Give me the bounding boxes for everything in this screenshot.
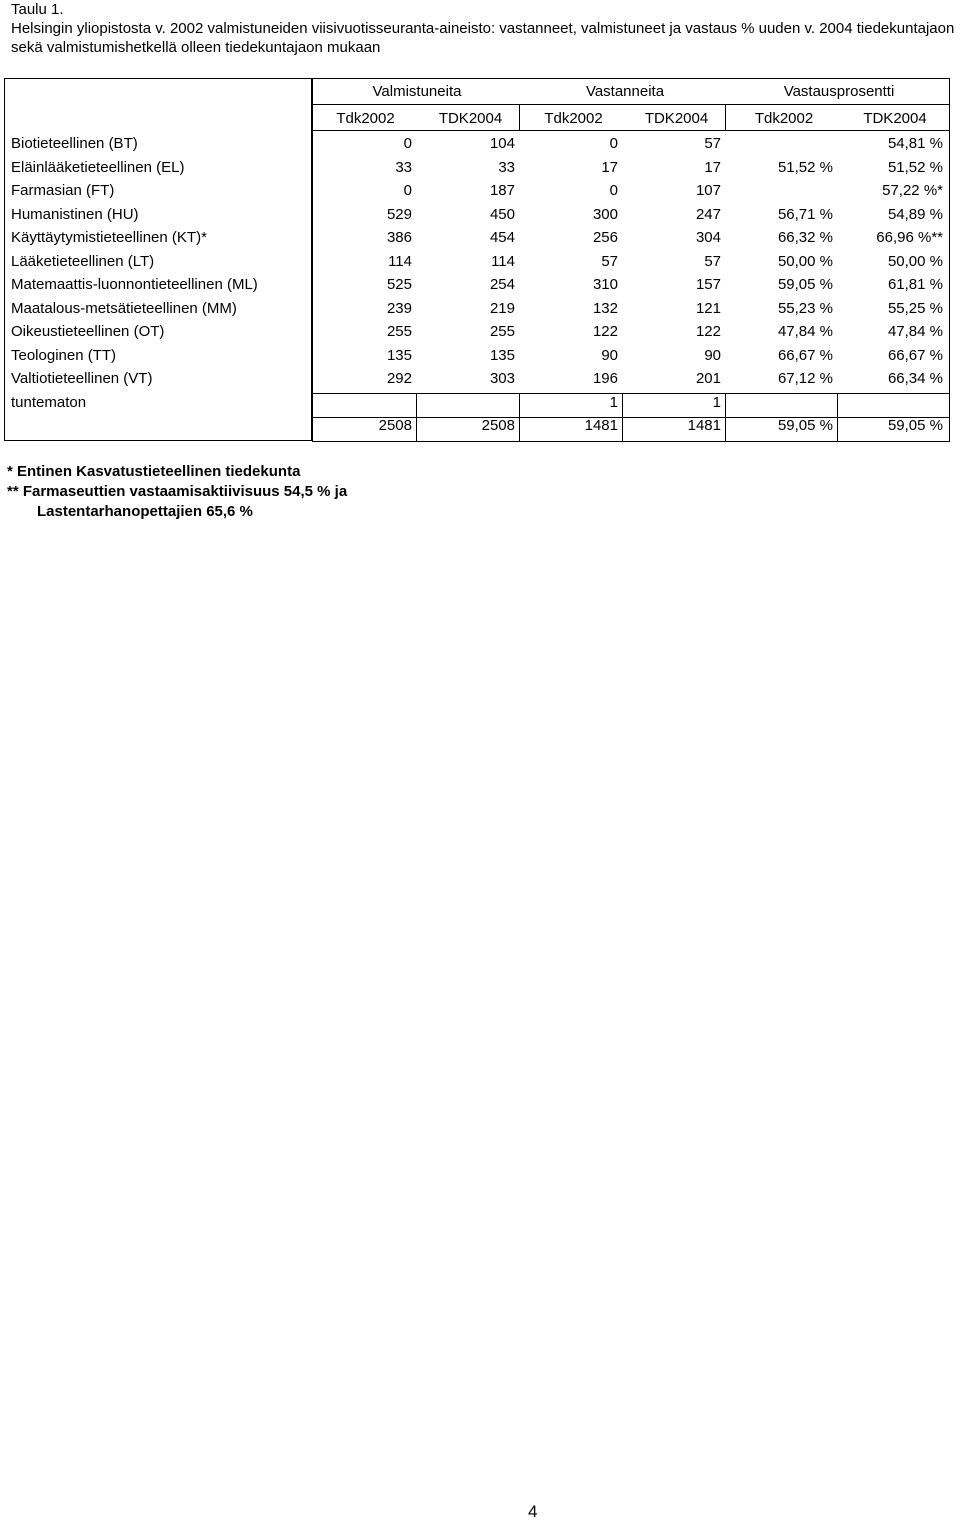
table-cell: 255 [386, 323, 412, 341]
table-cell: 132 [592, 299, 618, 317]
table-cell: 450 [489, 205, 515, 223]
table-row [4, 179, 950, 203]
faculty-label: Farmasian (FT) [11, 182, 115, 200]
table-row [4, 344, 950, 368]
table-row [4, 250, 950, 274]
sub-header: Tdk2002 [336, 110, 395, 127]
table-cell: 66,34 % [887, 370, 943, 388]
table-cell: 57 [704, 135, 721, 153]
table-cell: 66,32 % [777, 229, 833, 247]
group-header-row [4, 78, 950, 105]
caption-label: Taulu 1. [11, 1, 64, 18]
table-cell: 51,52 % [887, 158, 943, 176]
table-cell: 51,52 % [777, 158, 833, 176]
table-row [4, 320, 950, 344]
table-cell: 114 [388, 252, 412, 270]
table-cell: 66,96 %** [876, 229, 943, 247]
table-cell: 56,71 % [777, 205, 833, 223]
table-cell: 59,05 % [777, 276, 833, 294]
caption-text: Helsingin yliopistosta v. 2002 valmistuneiden viisivuotisseuranta-aineisto: vastanneet, valmistuneet ja vastaus % uuden v. 2004 tiedekuntajaon sekä valmistumishetkellä olleen tiedekuntajaon mukaan [11, 20, 955, 56]
divider [312, 441, 950, 442]
response-rate-table [4, 78, 950, 438]
table-row [4, 132, 950, 156]
table-cell: 54,81 % [887, 135, 943, 153]
table-row [4, 273, 950, 297]
table-row [4, 414, 950, 438]
footnote: ** Farmaseuttien vastaamisaktiivisuus 54,5 % ja [7, 483, 348, 500]
table-cell: 122 [695, 323, 721, 341]
faculty-label: tuntematon [11, 393, 87, 411]
table-cell: 33 [498, 158, 515, 176]
footnotes [7, 462, 347, 522]
table-cell: 300 [592, 205, 618, 223]
faculty-label: Maatalous-metsätieteellinen (MM) [11, 299, 237, 317]
table-cell: 1 [712, 393, 721, 411]
table-cell: 256 [592, 229, 618, 247]
table-cell: 135 [489, 346, 515, 364]
table-cell: 157 [695, 276, 721, 294]
table-cell: 33 [395, 158, 412, 176]
faculty-label: Humanistinen (HU) [11, 205, 139, 223]
table-row [4, 367, 950, 391]
table-cell: 59,05 % [887, 417, 943, 435]
table-cell: 57 [601, 252, 618, 270]
table-cell: 107 [695, 182, 721, 200]
sub-header: TDK2004 [863, 110, 927, 127]
table-cell: 304 [695, 229, 721, 247]
table-cell: 50,00 % [887, 252, 943, 270]
table-cell: 54,89 % [887, 205, 943, 223]
table-cell: 1481 [584, 417, 618, 435]
table-cell: 47,84 % [887, 323, 943, 341]
table-cell: 201 [695, 370, 721, 388]
table-cell: 0 [403, 135, 412, 153]
table-cell: 247 [695, 205, 721, 223]
sub-header-row [4, 105, 950, 132]
table-cell: 0 [609, 135, 618, 153]
faculty-label: Lääketieteellinen (LT) [11, 252, 155, 270]
table-cell: 219 [489, 299, 515, 317]
table-cell: 59,05 % [777, 417, 833, 435]
table-cell: 114 [491, 252, 515, 270]
faculty-label: Teologinen (TT) [11, 346, 117, 364]
table-cell: 525 [386, 276, 412, 294]
table-row [4, 297, 950, 321]
table-cell: 529 [386, 205, 412, 223]
table-cell [728, 132, 840, 156]
table-cell: 61,81 % [887, 276, 943, 294]
faculty-label: Oikeustieteellinen (OT) [11, 323, 165, 341]
table-row [4, 391, 950, 415]
table-cell: 386 [386, 229, 412, 247]
table-cell: 90 [601, 346, 618, 364]
sub-header: Tdk2002 [544, 110, 603, 127]
table-cell: 239 [386, 299, 412, 317]
table-cell: 67,12 % [777, 370, 833, 388]
table-cell: 17 [601, 158, 618, 176]
faculty-label: Käyttäytymistieteellinen (KT)* [11, 229, 207, 247]
table-cell: 55,25 % [887, 299, 943, 317]
table-row [4, 156, 950, 180]
table-cell: 135 [386, 346, 412, 364]
page-number: 4 [528, 1502, 538, 1521]
table-cell [728, 179, 840, 203]
table-cell: 57 [704, 252, 721, 270]
table-cell [840, 391, 950, 415]
sub-header: Tdk2002 [754, 110, 814, 127]
table-cell: 122 [592, 323, 618, 341]
corner-cell [4, 78, 312, 105]
table-cell: 0 [609, 182, 618, 200]
group-header-vastausprosentti: Vastausprosentti [783, 83, 895, 100]
table-cell: 50,00 % [777, 252, 833, 270]
table-cell: 454 [489, 229, 515, 247]
table-cell: 2508 [378, 417, 412, 435]
table-cell [419, 391, 522, 415]
table-cell: 121 [695, 299, 721, 317]
table-cell [728, 391, 840, 415]
table-cell: 292 [386, 370, 412, 388]
table-cell [312, 391, 419, 415]
group-header-vastanneita: Vastanneita [585, 83, 665, 100]
footnote: Lastentarhanopettajien 65,6 % [37, 503, 253, 520]
table-cell: 2508 [481, 417, 515, 435]
sub-header: TDK2004 [644, 110, 709, 127]
table-cell: 255 [489, 323, 515, 341]
table-cell: 1481 [687, 417, 721, 435]
table-cell: 55,23 % [777, 299, 833, 317]
sub-header: TDK2004 [438, 110, 503, 127]
table-caption [11, 0, 956, 57]
table-cell: 310 [592, 276, 618, 294]
faculty-label: Matemaattis-luonnontieteellinen (ML) [11, 276, 258, 294]
table-cell: 47,84 % [777, 323, 833, 341]
table-cell: 254 [489, 276, 515, 294]
table-cell: 187 [489, 182, 515, 200]
table-cell: 104 [489, 135, 515, 153]
table-cell: 1 [609, 393, 618, 411]
table-cell: 57,22 %* [882, 182, 943, 200]
table-cell: 0 [403, 182, 412, 200]
table-cell: 17 [704, 158, 721, 176]
table-cell: 303 [489, 370, 515, 388]
group-header-valmistuneita: Valmistuneita [372, 83, 462, 100]
table-row [4, 226, 950, 250]
faculty-label [4, 414, 312, 438]
table-cell: 66,67 % [887, 346, 943, 364]
table-cell: 66,67 % [777, 346, 833, 364]
faculty-label: Biotieteellinen (BT) [11, 135, 138, 153]
table-cell: 90 [704, 346, 721, 364]
footnote: * Entinen Kasvatustieteellinen tiedekunta [7, 463, 301, 480]
faculty-label: Eläinlääketieteellinen (EL) [11, 158, 185, 176]
corner-cell [4, 105, 312, 132]
table-row [4, 203, 950, 227]
faculty-label: Valtiotieteellinen (VT) [11, 370, 153, 388]
table-cell: 196 [592, 370, 618, 388]
